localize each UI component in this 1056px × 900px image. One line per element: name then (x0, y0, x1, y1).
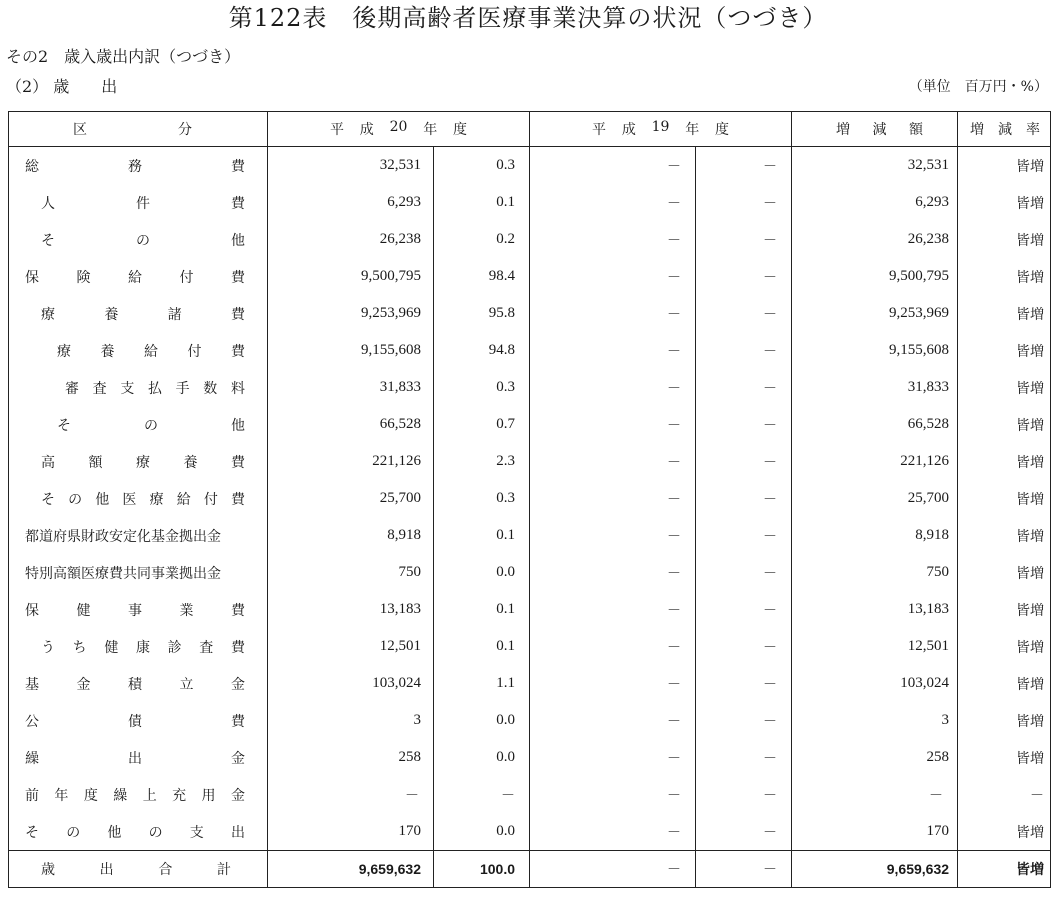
h20-amount: 13,183 (268, 591, 434, 628)
h19-amount: － (530, 258, 696, 295)
header-char: 19 (651, 119, 670, 135)
row-label (9, 665, 268, 702)
label-char: 歳 (41, 862, 55, 878)
h20-amount: 66,528 (268, 406, 434, 443)
header-char: 成 (621, 122, 636, 138)
label-char: 養 (183, 454, 198, 471)
h20-amount: 9,659,632 (268, 851, 434, 888)
header-char: 成 (359, 122, 374, 138)
h20-amount: 8,918 (268, 517, 434, 554)
table-row (9, 332, 1051, 369)
h19-ratio: － (696, 221, 792, 258)
header-h19 (530, 112, 792, 147)
label-char: 債 (128, 713, 142, 730)
change-amount: 66,528 (792, 406, 958, 443)
h19-ratio: － (696, 851, 792, 888)
h20-ratio: 0.3 (434, 147, 530, 185)
h20-ratio: 0.0 (434, 554, 530, 591)
h20-ratio: 0.7 (434, 406, 530, 443)
label-char: の (144, 417, 158, 434)
h19-ratio: － (696, 332, 792, 369)
h19-amount: － (530, 813, 696, 851)
change-amount: 26,238 (792, 221, 958, 258)
h20-amount: 221,126 (268, 443, 434, 480)
table-row (9, 369, 1051, 406)
h20-ratio: 0.3 (434, 369, 530, 406)
h19-ratio: － (696, 739, 792, 776)
row-label (9, 739, 268, 776)
label-char: 診 (167, 639, 182, 656)
table-row (9, 702, 1051, 739)
table-row (9, 813, 1051, 851)
total-row (9, 851, 1051, 888)
h20-amount: 9,155,608 (268, 332, 434, 369)
row-label (9, 554, 268, 591)
h19-ratio: － (696, 776, 792, 813)
label-char: 金 (231, 750, 245, 767)
change-amount: 258 (792, 739, 958, 776)
row-label (9, 295, 268, 332)
h19-ratio: － (696, 258, 792, 295)
h20-amount: 103,024 (268, 665, 434, 702)
h20-ratio: 0.0 (434, 739, 530, 776)
label-char: 用 (201, 787, 216, 804)
label-char: の (148, 824, 163, 841)
label-char: 養 (104, 306, 119, 323)
h19-ratio: － (696, 591, 792, 628)
h19-amount: － (530, 184, 696, 221)
label-char: 金 (231, 676, 245, 693)
h20-ratio: 0.2 (434, 221, 530, 258)
header-char: 減 (872, 122, 887, 138)
change-rate: 皆増 (958, 406, 1051, 443)
label-char: 高 (41, 454, 55, 471)
row-label (9, 406, 268, 443)
h20-amount: 3 (268, 702, 434, 739)
label-char: 業 (179, 602, 194, 619)
table-row (9, 665, 1051, 702)
label-char: 繰 (113, 787, 128, 804)
h19-amount: － (530, 295, 696, 332)
h19-ratio: － (696, 147, 792, 185)
header-char: 区 (73, 122, 87, 138)
h19-amount: － (530, 517, 696, 554)
h19-amount: － (530, 332, 696, 369)
label-char: 数 (203, 380, 218, 397)
h19-ratio: － (696, 369, 792, 406)
label-char: の (68, 491, 83, 508)
label-char: 療 (149, 491, 164, 508)
label-char: 査 (92, 380, 107, 397)
label-char: 費 (230, 306, 245, 323)
label-char: 他 (107, 824, 122, 841)
change-rate: 皆増 (958, 554, 1051, 591)
header-row (9, 112, 1051, 147)
label-char: 他 (95, 491, 110, 508)
change-amount: 9,659,632 (792, 851, 958, 888)
change-amount: 6,293 (792, 184, 958, 221)
h19-amount: － (530, 443, 696, 480)
h20-amount: － (268, 776, 434, 813)
label-char: 立 (179, 676, 194, 693)
h20-amount: 6,293 (268, 184, 434, 221)
label-char: 費 (231, 195, 245, 212)
label-char: 合 (158, 862, 173, 878)
h19-amount: － (530, 702, 696, 739)
header-change (792, 112, 958, 147)
change-rate: 皆増 (958, 221, 1051, 258)
section-heading: （2） 歳 出 (6, 77, 118, 96)
header-char: 率 (1026, 122, 1041, 138)
label-char: 出 (230, 824, 245, 841)
label-char: 務 (128, 158, 142, 175)
row-label (9, 258, 268, 295)
label-char: 支 (120, 380, 135, 397)
h20-ratio: 1.1 (434, 665, 530, 702)
row-label (9, 702, 268, 739)
header-rate (958, 112, 1051, 147)
table-row (9, 184, 1051, 221)
h20-ratio: 2.3 (434, 443, 530, 480)
table-title: 第122表 後期高齢者医療事業決算の状況（つづき） (228, 4, 828, 32)
change-amount: 25,700 (792, 480, 958, 517)
change-rate: 皆増 (958, 591, 1051, 628)
label-char: 積 (128, 676, 142, 693)
change-rate: 皆増 (958, 628, 1051, 665)
change-amount: 13,183 (792, 591, 958, 628)
label-char: 総 (25, 158, 39, 175)
header-char: 度 (453, 122, 468, 138)
change-amount: 8,918 (792, 517, 958, 554)
h20-amount: 170 (268, 813, 434, 851)
h20-ratio: 0.0 (434, 702, 530, 739)
h19-ratio: － (696, 184, 792, 221)
header-category (9, 112, 268, 147)
h20-ratio: － (434, 776, 530, 813)
h20-ratio: 0.1 (434, 184, 530, 221)
label-char: 基 (25, 676, 39, 693)
label-char: 給 (144, 343, 158, 360)
label-char: 医 (122, 491, 137, 508)
label-char: 療 (41, 306, 55, 323)
row-label (9, 443, 268, 480)
h19-ratio: － (696, 665, 792, 702)
change-rate: 皆増 (958, 184, 1051, 221)
h19-amount: － (530, 147, 696, 185)
row-label (9, 813, 268, 851)
label-char: ち (72, 639, 87, 656)
label-char: の (136, 232, 150, 249)
header-char: 増 (970, 122, 985, 138)
change-rate: 皆増 (958, 702, 1051, 739)
header-char: 減 (998, 122, 1013, 138)
label-char: そ (25, 824, 39, 841)
change-amount: 31,833 (792, 369, 958, 406)
h19-ratio: － (696, 443, 792, 480)
table-row (9, 517, 1051, 554)
label-char: 充 (172, 787, 187, 804)
header-h20 (268, 112, 530, 147)
h20-amount: 9,500,795 (268, 258, 434, 295)
label-char: 療 (136, 454, 150, 471)
header-char: 年 (685, 122, 700, 138)
label-char: 健 (76, 602, 91, 619)
label-char: 特別高額医療費共同事業拠出金 (25, 565, 221, 582)
table-row (9, 406, 1051, 443)
change-amount: 750 (792, 554, 958, 591)
label-char: 費 (231, 269, 245, 286)
change-amount: 32,531 (792, 147, 958, 185)
h20-ratio: 0.1 (434, 591, 530, 628)
label-char: 年 (54, 787, 69, 804)
change-amount: 12,501 (792, 628, 958, 665)
h20-amount: 750 (268, 554, 434, 591)
label-char: 費 (231, 602, 245, 619)
label-char: 料 (230, 380, 245, 397)
change-rate: 皆増 (958, 332, 1051, 369)
label-char: 査 (199, 639, 214, 656)
label-char: 払 (147, 380, 162, 397)
label-char: 保 (25, 602, 39, 619)
label-char: 康 (135, 639, 150, 656)
h19-amount: － (530, 554, 696, 591)
label-char: 度 (83, 787, 98, 804)
header-char: 分 (178, 122, 192, 138)
label-char: 費 (230, 491, 245, 508)
h20-amount: 258 (268, 739, 434, 776)
h20-ratio: 94.8 (434, 332, 530, 369)
h19-ratio: － (696, 480, 792, 517)
change-rate: 皆増 (958, 295, 1051, 332)
change-amount: 170 (792, 813, 958, 851)
h19-amount: － (530, 628, 696, 665)
row-label (9, 480, 268, 517)
label-char: 都道府県財政安定化基金拠出金 (25, 528, 221, 545)
h19-amount: － (530, 221, 696, 258)
change-amount: 9,155,608 (792, 332, 958, 369)
row-label (9, 591, 268, 628)
label-char: 事 (128, 602, 142, 619)
label-char: 給 (176, 491, 191, 508)
table-row (9, 739, 1051, 776)
row-label (9, 184, 268, 221)
table-row (9, 776, 1051, 813)
label-char: 前 (25, 787, 39, 804)
h20-ratio: 100.0 (434, 851, 530, 888)
table-row (9, 295, 1051, 332)
label-char: 人 (41, 195, 55, 212)
h20-amount: 26,238 (268, 221, 434, 258)
header-char: 20 (389, 119, 408, 135)
label-char: そ (57, 417, 71, 434)
label-char: 上 (142, 787, 157, 804)
table-row (9, 554, 1051, 591)
label-char: 保 (25, 269, 39, 286)
h19-amount: － (530, 591, 696, 628)
label-char: 付 (179, 269, 194, 286)
change-rate: 皆増 (958, 517, 1051, 554)
h19-amount: － (530, 369, 696, 406)
label-char: 諸 (167, 306, 182, 323)
table-row (9, 147, 1051, 185)
label-char: 費 (231, 713, 245, 730)
h20-ratio: 0.3 (434, 480, 530, 517)
change-rate: 皆増 (958, 147, 1051, 185)
h19-amount: － (530, 739, 696, 776)
header-char: 平 (592, 122, 607, 138)
label-char: 療 (57, 343, 71, 360)
row-label (9, 851, 268, 888)
change-amount: － (792, 776, 958, 813)
label-char: 公 (25, 713, 39, 730)
change-amount: 9,500,795 (792, 258, 958, 295)
h19-ratio: － (696, 813, 792, 851)
table-row (9, 221, 1051, 258)
row-label (9, 517, 268, 554)
h20-ratio: 98.4 (434, 258, 530, 295)
label-char: 養 (100, 343, 115, 360)
label-char: 額 (88, 454, 103, 471)
label-char: 出 (128, 750, 142, 767)
table-row (9, 258, 1051, 295)
change-amount: 103,024 (792, 665, 958, 702)
label-char: 繰 (25, 750, 39, 767)
label-char: 費 (231, 454, 245, 471)
header-char: 度 (715, 122, 730, 138)
h20-amount: 32,531 (268, 147, 434, 185)
h19-ratio: － (696, 406, 792, 443)
label-char: 金 (230, 787, 245, 804)
row-label (9, 628, 268, 665)
change-rate: － (958, 776, 1051, 813)
label-char: 費 (230, 639, 245, 656)
h19-amount: － (530, 406, 696, 443)
h20-ratio: 0.0 (434, 813, 530, 851)
change-rate: 皆増 (958, 851, 1051, 888)
label-char: 支 (189, 824, 204, 841)
header-char: 増 (836, 122, 851, 138)
row-label (9, 369, 268, 406)
label-char: 険 (76, 269, 91, 286)
header-char: 平 (330, 122, 344, 138)
h19-ratio: － (696, 554, 792, 591)
change-rate: 皆増 (958, 665, 1051, 702)
h20-ratio: 95.8 (434, 295, 530, 332)
change-amount: 221,126 (792, 443, 958, 480)
label-char: そ (41, 232, 55, 249)
label-char: 費 (231, 158, 245, 175)
row-label (9, 776, 268, 813)
change-rate: 皆増 (958, 480, 1051, 517)
label-char: 付 (187, 343, 202, 360)
label-char: の (66, 824, 81, 841)
row-label (9, 332, 268, 369)
change-rate: 皆増 (958, 369, 1051, 406)
header-char: 年 (423, 122, 438, 138)
h20-amount: 9,253,969 (268, 295, 434, 332)
label-char: 金 (76, 676, 91, 693)
change-amount: 9,253,969 (792, 295, 958, 332)
expenditure-table (8, 111, 1051, 888)
table-row (9, 628, 1051, 665)
change-rate: 皆増 (958, 443, 1051, 480)
table-row (9, 480, 1051, 517)
header-char: 額 (909, 122, 924, 138)
h19-ratio: － (696, 702, 792, 739)
unit-note: （単位 百万円・%） (908, 79, 1048, 95)
label-char: 手 (175, 380, 190, 397)
change-rate: 皆増 (958, 258, 1051, 295)
label-char: 出 (99, 862, 114, 878)
label-char: 付 (203, 491, 218, 508)
table-row (9, 443, 1051, 480)
h20-amount: 25,700 (268, 480, 434, 517)
h20-ratio: 0.1 (434, 628, 530, 665)
h19-amount: － (530, 776, 696, 813)
h19-amount: － (530, 851, 696, 888)
h19-ratio: － (696, 295, 792, 332)
change-rate: 皆増 (958, 739, 1051, 776)
h20-amount: 31,833 (268, 369, 434, 406)
row-label (9, 221, 268, 258)
table-row (9, 591, 1051, 628)
label-char: そ (41, 491, 55, 508)
h19-amount: － (530, 480, 696, 517)
h20-amount: 12,501 (268, 628, 434, 665)
change-amount: 3 (792, 702, 958, 739)
label-char: 費 (231, 343, 245, 360)
label-char: 審 (65, 380, 79, 397)
label-char: 他 (231, 417, 245, 434)
row-label (9, 147, 268, 185)
table-subtitle: その2 歳入歳出内訳（つづき） (6, 47, 241, 66)
label-char: う (41, 639, 55, 656)
h19-ratio: － (696, 628, 792, 665)
label-char: 給 (128, 269, 142, 286)
label-char: 健 (104, 639, 119, 656)
label-char: 件 (136, 195, 150, 212)
h19-ratio: － (696, 517, 792, 554)
change-rate: 皆増 (958, 813, 1051, 851)
label-char: 他 (231, 232, 245, 249)
h20-ratio: 0.1 (434, 517, 530, 554)
label-char: 計 (216, 862, 231, 878)
h19-amount: － (530, 665, 696, 702)
